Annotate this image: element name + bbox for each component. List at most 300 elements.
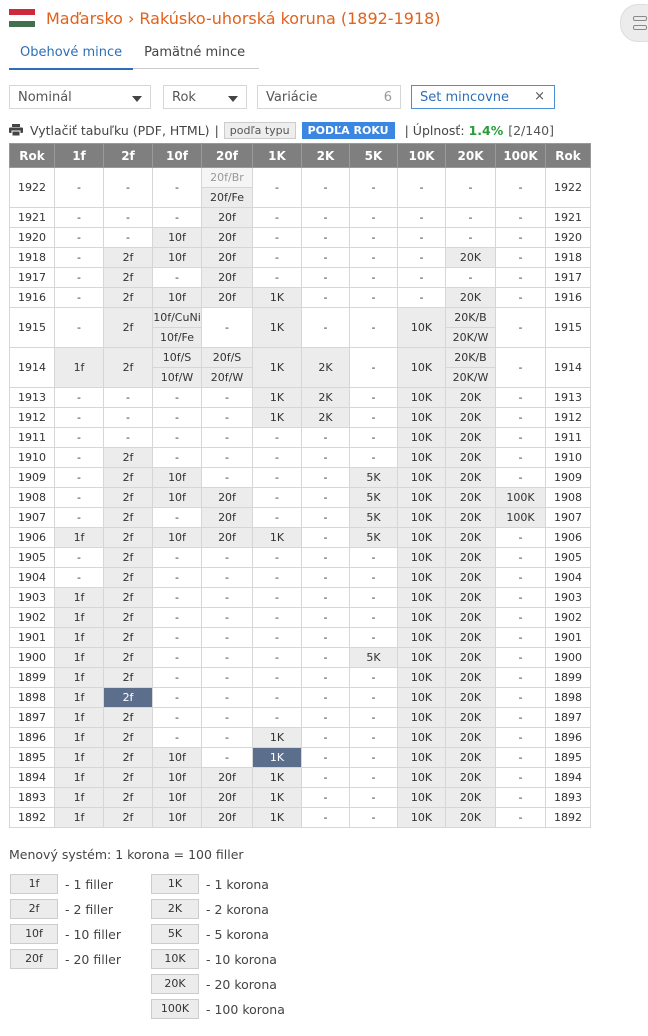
coin-cell[interactable]: 2f bbox=[104, 268, 153, 288]
legend-item bbox=[151, 924, 269, 944]
coin-cell[interactable]: 2f bbox=[104, 628, 153, 648]
coin-cell-empty: - bbox=[302, 248, 350, 268]
coin-cell-empty: - bbox=[55, 428, 104, 448]
coin-cell[interactable]: 2f bbox=[104, 348, 153, 388]
tab-circulation-coins[interactable]: Obehové mince bbox=[9, 42, 133, 70]
row-year: 1906 bbox=[10, 528, 55, 548]
coin-cell-empty: - bbox=[202, 428, 253, 448]
coin-cell[interactable]: 2f bbox=[104, 448, 153, 468]
coin-cell[interactable]: 1f bbox=[55, 588, 104, 608]
coin-cell-empty: - bbox=[350, 168, 398, 208]
coin-cell-empty: - bbox=[253, 268, 302, 288]
coin-cell[interactable]: 10K bbox=[398, 348, 446, 388]
table-row bbox=[10, 508, 591, 528]
coin-cell[interactable]: 10K bbox=[398, 568, 446, 588]
legend-code: 5K bbox=[151, 924, 199, 944]
coin-cell-empty: - bbox=[496, 208, 546, 228]
coin-cell[interactable]: 10f bbox=[153, 288, 202, 308]
row-year: 1913 bbox=[10, 388, 55, 408]
coin-cell[interactable]: 20K bbox=[446, 588, 496, 608]
coin-cell[interactable]: 2f bbox=[104, 548, 153, 568]
table-row bbox=[10, 668, 591, 688]
coin-cell[interactable]: 10K bbox=[398, 628, 446, 648]
coin-cell[interactable]: 10K bbox=[398, 668, 446, 688]
coin-cell[interactable]: 20K bbox=[446, 708, 496, 728]
coin-variant[interactable]: 20f/Fe bbox=[202, 187, 252, 207]
coin-cell[interactable]: 20f bbox=[202, 228, 253, 248]
coin-cell[interactable]: 10K bbox=[398, 788, 446, 808]
coin-cell-empty: - bbox=[253, 208, 302, 228]
coin-cell-empty: - bbox=[302, 528, 350, 548]
row-year: 1896 bbox=[10, 728, 55, 748]
coin-cell[interactable]: 20K bbox=[446, 448, 496, 468]
coin-cell[interactable]: 20K bbox=[446, 688, 496, 708]
coin-cell[interactable]: 10K bbox=[398, 588, 446, 608]
row-year: 1911 bbox=[10, 428, 55, 448]
coin-cell[interactable]: 20f bbox=[202, 248, 253, 268]
close-icon[interactable]: × bbox=[534, 89, 545, 104]
coin-cell-empty: - bbox=[350, 588, 398, 608]
table-row bbox=[10, 708, 591, 728]
row-year-right: 1894 bbox=[546, 768, 591, 788]
mint-set-label: Set mincovne bbox=[420, 90, 510, 105]
coin-cell-empty: - bbox=[496, 468, 546, 488]
row-year: 1897 bbox=[10, 708, 55, 728]
table-row bbox=[10, 168, 591, 208]
coin-cell-empty: - bbox=[153, 408, 202, 428]
coin-cell[interactable]: 20K bbox=[446, 488, 496, 508]
coin-year-table bbox=[9, 143, 591, 828]
coin-cell-empty: - bbox=[350, 628, 398, 648]
coin-cell-empty: - bbox=[302, 268, 350, 288]
coin-cell-empty: - bbox=[496, 628, 546, 648]
row-year-right: 1905 bbox=[546, 548, 591, 568]
coin-cell-empty: - bbox=[496, 788, 546, 808]
coin-cell-empty: - bbox=[496, 728, 546, 748]
coin-cell-empty: - bbox=[302, 648, 350, 668]
coin-cell-empty: - bbox=[496, 268, 546, 288]
coin-variant[interactable]: 20K/B bbox=[446, 348, 495, 367]
coin-cell[interactable]: 10K bbox=[398, 308, 446, 348]
variations-label: Variácie bbox=[266, 90, 318, 105]
coin-cell-empty: - bbox=[202, 588, 253, 608]
row-year: 1918 bbox=[10, 248, 55, 268]
coin-cell[interactable]: 10K bbox=[398, 708, 446, 728]
row-year: 1901 bbox=[10, 628, 55, 648]
coin-cell[interactable]: 2f bbox=[104, 648, 153, 668]
row-year-right: 1893 bbox=[546, 788, 591, 808]
coin-cell[interactable]: 1f bbox=[55, 768, 104, 788]
monetary-system-note: Menový systém: 1 korona = 100 filler bbox=[9, 847, 244, 862]
coin-cell[interactable]: 5K bbox=[350, 528, 398, 548]
coin-cell-empty: - bbox=[350, 688, 398, 708]
table-toolbar bbox=[9, 121, 554, 139]
coin-cell[interactable]: 1f bbox=[55, 728, 104, 748]
coin-cell-empty: - bbox=[350, 348, 398, 388]
legend-item bbox=[10, 924, 121, 944]
coin-cell-empty: - bbox=[253, 468, 302, 488]
coin-cell[interactable]: 5K bbox=[350, 488, 398, 508]
coin-cell-empty: - bbox=[302, 688, 350, 708]
table-row bbox=[10, 248, 591, 268]
coin-cell[interactable]: 10f bbox=[153, 468, 202, 488]
coin-cell-empty: - bbox=[55, 448, 104, 468]
legend-code: 1f bbox=[10, 874, 58, 894]
coin-cell[interactable]: 10f bbox=[153, 488, 202, 508]
row-year-right: 1918 bbox=[546, 248, 591, 268]
sort-by-year-button[interactable]: PODĽA ROKU bbox=[302, 122, 395, 139]
coin-cell-empty: - bbox=[398, 168, 446, 208]
coin-cell-empty: - bbox=[202, 608, 253, 628]
coin-cell-empty: - bbox=[496, 408, 546, 428]
coin-cell[interactable]: 2f bbox=[104, 528, 153, 548]
column-header-2f: 2f bbox=[104, 144, 153, 168]
coin-cell[interactable]: 10K bbox=[398, 768, 446, 788]
coin-cell-empty: - bbox=[253, 428, 302, 448]
mint-set-filter[interactable] bbox=[411, 85, 555, 109]
table-row bbox=[10, 268, 591, 288]
coin-variant[interactable]: 20f/Br bbox=[202, 168, 252, 187]
coin-cell[interactable]: 10K bbox=[398, 528, 446, 548]
coin-cell[interactable]: 20K bbox=[446, 668, 496, 688]
menu-toggle-button[interactable] bbox=[620, 4, 648, 42]
coin-cell[interactable]: 20f bbox=[202, 268, 253, 288]
coin-cell-empty: - bbox=[496, 708, 546, 728]
coin-cell-variants bbox=[202, 348, 253, 388]
coin-cell[interactable]: 2f bbox=[104, 768, 153, 788]
coin-variant[interactable]: 20K/W bbox=[446, 327, 495, 347]
coin-cell[interactable]: 2K bbox=[302, 348, 350, 388]
coin-cell[interactable]: 2f bbox=[104, 488, 153, 508]
coin-cell[interactable]: 1f bbox=[55, 608, 104, 628]
coin-cell-empty: - bbox=[446, 268, 496, 288]
coin-cell[interactable]: 1K bbox=[253, 728, 302, 748]
coin-variant[interactable]: 10f/S bbox=[153, 348, 201, 367]
coin-cell[interactable]: 1f bbox=[55, 788, 104, 808]
row-year: 1920 bbox=[10, 228, 55, 248]
coin-cell[interactable]: 10f bbox=[153, 248, 202, 268]
denomination-select[interactable] bbox=[9, 85, 151, 109]
coin-cell[interactable]: 2K bbox=[302, 388, 350, 408]
coin-cell-empty: - bbox=[350, 208, 398, 228]
legend-code: 20K bbox=[151, 974, 199, 994]
row-year-right: 1914 bbox=[546, 348, 591, 388]
coin-cell[interactable]: 2K bbox=[302, 408, 350, 428]
coin-cell[interactable]: 10f bbox=[153, 528, 202, 548]
coin-cell[interactable]: 1K bbox=[253, 388, 302, 408]
coin-cell[interactable]: 20f bbox=[202, 788, 253, 808]
legend-item bbox=[151, 999, 285, 1019]
coin-cell[interactable]: 1K bbox=[253, 308, 302, 348]
coin-cell[interactable]: 10K bbox=[398, 388, 446, 408]
coin-variant[interactable]: 20K/W bbox=[446, 367, 495, 387]
row-year-right: 1912 bbox=[546, 408, 591, 428]
coin-cell-empty: - bbox=[496, 648, 546, 668]
coin-variant[interactable]: 20f/W bbox=[202, 367, 252, 387]
row-year-right: 1901 bbox=[546, 628, 591, 648]
coin-cell-variants bbox=[202, 168, 253, 208]
coin-cell-empty: - bbox=[202, 688, 253, 708]
coin-cell[interactable]: 1f bbox=[55, 528, 104, 548]
coin-cell[interactable]: 20f bbox=[202, 508, 253, 528]
table-row bbox=[10, 348, 591, 388]
coin-cell[interactable]: 10f bbox=[153, 748, 202, 768]
coin-cell-empty: - bbox=[104, 388, 153, 408]
row-year-right: 1915 bbox=[546, 308, 591, 348]
table-row bbox=[10, 388, 591, 408]
coin-cell-empty: - bbox=[398, 228, 446, 248]
coin-cell[interactable]: 10f bbox=[153, 788, 202, 808]
row-year: 1910 bbox=[10, 448, 55, 468]
row-year: 1892 bbox=[10, 808, 55, 828]
coin-cell[interactable]: 10K bbox=[398, 748, 446, 768]
sort-by-type-button[interactable]: podľa typu bbox=[224, 122, 296, 139]
coin-cell[interactable]: 20K bbox=[446, 568, 496, 588]
coin-cell[interactable]: 20K bbox=[446, 648, 496, 668]
coin-cell[interactable]: 1f bbox=[55, 808, 104, 828]
coin-cell[interactable]: 20f bbox=[202, 768, 253, 788]
coin-cell-owned[interactable]: 2f bbox=[104, 688, 153, 708]
legend-description: - 5 korona bbox=[206, 926, 269, 942]
completeness-count: [2/140] bbox=[508, 122, 554, 138]
coin-cell[interactable]: 10f bbox=[153, 808, 202, 828]
coin-cell-empty: - bbox=[302, 668, 350, 688]
coin-cell[interactable]: 10K bbox=[398, 428, 446, 448]
coin-cell-empty: - bbox=[253, 608, 302, 628]
coin-cell-empty: - bbox=[398, 268, 446, 288]
coin-cell[interactable]: 5K bbox=[350, 648, 398, 668]
coin-cell[interactable]: 2f bbox=[104, 728, 153, 748]
coin-cell-empty: - bbox=[253, 648, 302, 668]
coin-cell-empty: - bbox=[350, 748, 398, 768]
coin-cell-empty: - bbox=[496, 308, 546, 348]
coin-cell-empty: - bbox=[496, 168, 546, 208]
coin-cell[interactable]: 5K bbox=[350, 468, 398, 488]
coin-cell[interactable]: 1f bbox=[55, 348, 104, 388]
coin-cell-empty: - bbox=[253, 508, 302, 528]
coin-cell-empty: - bbox=[302, 628, 350, 648]
coin-cell-empty: - bbox=[350, 568, 398, 588]
coin-cell[interactable]: 1K bbox=[253, 348, 302, 388]
coin-cell-empty: - bbox=[202, 708, 253, 728]
coin-cell[interactable]: 100K bbox=[496, 488, 546, 508]
coin-cell-empty: - bbox=[253, 688, 302, 708]
coin-cell[interactable]: 2f bbox=[104, 248, 153, 268]
coin-cell-empty: - bbox=[55, 488, 104, 508]
coin-cell[interactable]: 10K bbox=[398, 808, 446, 828]
coin-cell[interactable]: 20f bbox=[202, 288, 253, 308]
coin-cell[interactable]: 1K bbox=[253, 768, 302, 788]
coin-cell[interactable]: 20K bbox=[446, 728, 496, 748]
coin-cell-empty: - bbox=[253, 548, 302, 568]
coin-cell-empty: - bbox=[302, 768, 350, 788]
coin-cell-empty: - bbox=[202, 628, 253, 648]
coin-cell[interactable]: 20K bbox=[446, 288, 496, 308]
variations-filter[interactable] bbox=[257, 85, 401, 109]
coin-cell[interactable]: 10f bbox=[153, 228, 202, 248]
coin-variant[interactable]: 10f/CuNi bbox=[153, 308, 201, 327]
coin-cell[interactable]: 20K bbox=[446, 248, 496, 268]
coin-cell[interactable]: 20K bbox=[446, 528, 496, 548]
coin-cell[interactable]: 2f bbox=[104, 708, 153, 728]
completeness-label: | Úplnosť: bbox=[404, 122, 465, 138]
coin-cell[interactable]: 10f bbox=[153, 768, 202, 788]
coin-cell[interactable]: 1K bbox=[253, 788, 302, 808]
coin-cell-empty: - bbox=[446, 228, 496, 248]
coin-cell[interactable]: 1f bbox=[55, 708, 104, 728]
coin-cell[interactable]: 10K bbox=[398, 448, 446, 468]
row-year: 1909 bbox=[10, 468, 55, 488]
legend-code: 1K bbox=[151, 874, 199, 894]
coin-variant[interactable]: 20f/S bbox=[202, 348, 252, 367]
coin-cell[interactable]: 20K bbox=[446, 748, 496, 768]
coin-cell-owned[interactable]: 1K bbox=[253, 748, 302, 768]
coin-cell[interactable]: 1f bbox=[55, 748, 104, 768]
coin-cell-empty: - bbox=[302, 568, 350, 588]
coin-cell[interactable]: 1K bbox=[253, 288, 302, 308]
coin-cell-empty: - bbox=[253, 228, 302, 248]
coin-cell[interactable]: 20f bbox=[202, 208, 253, 228]
coin-cell[interactable]: 20f bbox=[202, 528, 253, 548]
coin-cell[interactable]: 2f bbox=[104, 668, 153, 688]
coin-cell[interactable]: 10K bbox=[398, 728, 446, 748]
coin-cell[interactable]: 2f bbox=[104, 808, 153, 828]
coin-cell-empty: - bbox=[55, 568, 104, 588]
row-year: 1917 bbox=[10, 268, 55, 288]
row-year: 1921 bbox=[10, 208, 55, 228]
coin-cell-empty: - bbox=[398, 208, 446, 228]
variations-count: 6 bbox=[383, 90, 392, 105]
table-row bbox=[10, 528, 591, 548]
table-row bbox=[10, 568, 591, 588]
row-year: 1907 bbox=[10, 508, 55, 528]
coin-cell-empty: - bbox=[253, 628, 302, 648]
coin-cell-empty: - bbox=[55, 508, 104, 528]
print-table-link[interactable]: Vytlačiť tabuľku (PDF, HTML) bbox=[30, 122, 210, 138]
coin-cell[interactable]: 10K bbox=[398, 488, 446, 508]
coin-variant[interactable]: 10f/Fe bbox=[153, 327, 201, 347]
coin-cell[interactable]: 10K bbox=[398, 608, 446, 628]
coin-cell[interactable]: 1f bbox=[55, 628, 104, 648]
coin-cell[interactable]: 5K bbox=[350, 508, 398, 528]
coin-cell[interactable]: 20K bbox=[446, 408, 496, 428]
coin-cell-empty: - bbox=[496, 568, 546, 588]
coin-cell[interactable]: 1f bbox=[55, 668, 104, 688]
coin-cell[interactable]: 10K bbox=[398, 648, 446, 668]
coin-cell[interactable]: 20K bbox=[446, 608, 496, 628]
column-header-20k: 20K bbox=[446, 144, 496, 168]
coin-cell[interactable]: 20K bbox=[446, 428, 496, 448]
coin-cell[interactable]: 2f bbox=[104, 608, 153, 628]
coin-cell[interactable]: 20K bbox=[446, 628, 496, 648]
legend-description: - 10 korona bbox=[206, 951, 277, 967]
coin-cell-empty: - bbox=[496, 808, 546, 828]
row-year-right: 1892 bbox=[546, 808, 591, 828]
row-year-right: 1922 bbox=[546, 168, 591, 208]
coin-variant[interactable]: 10f/W bbox=[153, 367, 201, 387]
coin-cell-empty: - bbox=[302, 208, 350, 228]
legend-description: - 2 filler bbox=[65, 901, 114, 917]
coin-cell[interactable]: 20K bbox=[446, 808, 496, 828]
hungary-flag-icon bbox=[9, 9, 35, 27]
coin-cell[interactable]: 1f bbox=[55, 648, 104, 668]
tab-commemorative-coins[interactable]: Pamätné mince bbox=[144, 45, 246, 60]
coin-cell[interactable]: 2f bbox=[104, 468, 153, 488]
row-year: 1898 bbox=[10, 688, 55, 708]
row-year-right: 1903 bbox=[546, 588, 591, 608]
table-row bbox=[10, 548, 591, 568]
row-year-right: 1895 bbox=[546, 748, 591, 768]
column-header-20f: 20f bbox=[202, 144, 253, 168]
breadcrumb-country[interactable]: Maďarsko bbox=[46, 8, 123, 28]
chevron-down-icon bbox=[228, 96, 238, 102]
coin-cell-empty: - bbox=[350, 268, 398, 288]
row-year-right: 1909 bbox=[546, 468, 591, 488]
coin-cell[interactable]: 1K bbox=[253, 528, 302, 548]
row-year: 1900 bbox=[10, 648, 55, 668]
coin-cell[interactable]: 2f bbox=[104, 288, 153, 308]
coin-cell-empty: - bbox=[202, 388, 253, 408]
coin-cell[interactable]: 10K bbox=[398, 688, 446, 708]
coin-cell[interactable]: 2f bbox=[104, 308, 153, 348]
coin-cell-empty: - bbox=[202, 408, 253, 428]
coin-cell-empty: - bbox=[253, 248, 302, 268]
coin-cell[interactable]: 20K bbox=[446, 468, 496, 488]
coin-cell[interactable]: 20f bbox=[202, 808, 253, 828]
print-icon[interactable] bbox=[9, 124, 23, 136]
coin-cell[interactable]: 20f bbox=[202, 488, 253, 508]
coin-cell[interactable]: 2f bbox=[104, 748, 153, 768]
coin-cell-empty: - bbox=[153, 708, 202, 728]
legend-item bbox=[10, 949, 121, 969]
coin-cell[interactable]: 20K bbox=[446, 768, 496, 788]
coin-cell-empty: - bbox=[104, 228, 153, 248]
coin-cell-empty: - bbox=[496, 608, 546, 628]
legend-description: - 1 filler bbox=[65, 876, 114, 892]
coin-cell[interactable]: 10K bbox=[398, 508, 446, 528]
coin-cell[interactable]: 20K bbox=[446, 508, 496, 528]
coin-cell-empty: - bbox=[55, 408, 104, 428]
coin-cell[interactable]: 2f bbox=[104, 788, 153, 808]
coin-cell-empty: - bbox=[302, 168, 350, 208]
coin-cell-empty: - bbox=[302, 728, 350, 748]
coin-cell[interactable]: 20K bbox=[446, 388, 496, 408]
coin-cell[interactable]: 100K bbox=[496, 508, 546, 528]
coin-cell[interactable]: 2f bbox=[104, 588, 153, 608]
coin-cell[interactable]: 2f bbox=[104, 568, 153, 588]
coin-cell[interactable]: 1K bbox=[253, 408, 302, 428]
denomination-select-label: Nominál bbox=[18, 90, 72, 105]
coin-cell[interactable]: 20K bbox=[446, 548, 496, 568]
coin-cell-empty: - bbox=[153, 428, 202, 448]
coin-cell[interactable]: 20K bbox=[446, 788, 496, 808]
coin-cell-empty: - bbox=[55, 248, 104, 268]
coin-cell-empty: - bbox=[350, 608, 398, 628]
coin-cell-empty: - bbox=[350, 308, 398, 348]
coin-cell[interactable]: 10K bbox=[398, 408, 446, 428]
table-row bbox=[10, 588, 591, 608]
coin-variant[interactable]: 20K/B bbox=[446, 308, 495, 327]
year-select[interactable] bbox=[163, 85, 247, 109]
coin-cell[interactable]: 10K bbox=[398, 548, 446, 568]
coin-cell[interactable]: 1K bbox=[253, 808, 302, 828]
column-header-2k: 2K bbox=[302, 144, 350, 168]
coin-cell[interactable]: 2f bbox=[104, 508, 153, 528]
coin-cell-empty: - bbox=[302, 308, 350, 348]
coin-cell[interactable]: 1f bbox=[55, 688, 104, 708]
coin-cell[interactable]: 10K bbox=[398, 468, 446, 488]
coin-cell-variants bbox=[153, 348, 202, 388]
